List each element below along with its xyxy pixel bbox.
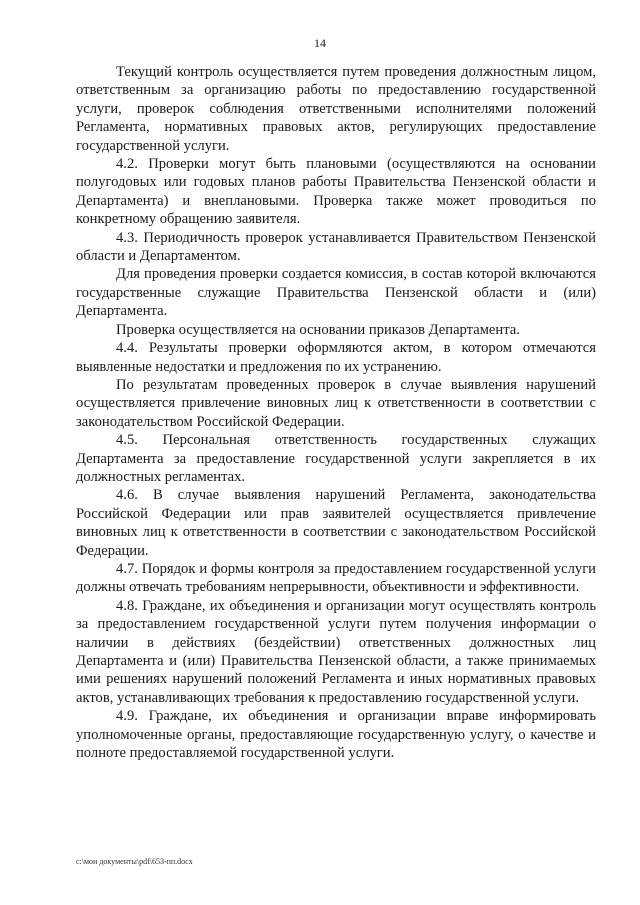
paragraph-4-2: 4.2. Проверки могут быть плановыми (осуществляются на основании полугодовых или годовых планов работы Правительства Пензенской области и Департамента) и внеплановыми. Проверка также может проводиться по конкретному обращению заявителя. bbox=[76, 156, 596, 228]
paragraph-4-4: 4.4. Результаты проверки оформляются актом, в котором отмечаются выявленные недостатки и предложения по их устранению. bbox=[76, 340, 596, 375]
page-number: 14 bbox=[314, 36, 326, 50]
paragraph-4-8: 4.8. Граждане, их объединения и организации могут осуществлять контроль за предоставлением государственной услуги путем получения информации о наличии в действиях (бездействии) ответственных должностных лиц Департамента и (или) Правительства Пензенской области, а также принимаемых ими решениях нарушений положений Регламента и иных нормативных правовых актов, устанавливающих требования к предоставлению государственной услуги. bbox=[76, 597, 596, 706]
paragraph-orders: Проверка осуществляется на основании приказов Департамента. bbox=[116, 321, 520, 338]
paragraph-4-3: 4.3. Периодичность проверок устанавливается Правительством Пензенской области и Департаментом. bbox=[76, 229, 596, 265]
paragraph-4-7: 4.7. Порядок и формы контроля за предоставлением государственной услуги должны отвечать требованиям непрерывности, объективности и эффективности. bbox=[76, 560, 596, 596]
paragraph-current-control: Текущий контроль осуществляется путем проведения должностным лицом, ответственным за организацию работы по предоставлению государственной услуги, проверок соблюдения ответственными исполнителями положений Регламента, нормативных правовых актов, регулирующих предоставление государственной услуги. bbox=[76, 64, 596, 154]
paragraph-commission: Для проведения проверки создается комиссия, в состав которой включаются государственные служащие Правительства Пензенской области и (или) Департамента. bbox=[76, 266, 596, 320]
paragraph-violations: По результатам проведенных проверок в случае выявления нарушений осуществляется привлечение виновных лиц к ответственности в соответствии с законодательством Российской Федерации. bbox=[76, 376, 596, 430]
paragraph-4-6: 4.6. В случае выявления нарушений Регламента, законодательства Российской Федерации или прав заявителей осуществляется привлечение виновных лиц к ответственности в соответствии с законодательством Российской Федерации. bbox=[76, 487, 596, 559]
paragraph-4-9: 4.9. Граждане, их объединения и организации вправе информировать уполномоченные органы, предоставляющие государственную услугу, о качестве и полноте предоставляемой государственной услуги. bbox=[76, 708, 596, 762]
footer-file-path: c:\мои документы\pdf\653-пп.docx bbox=[76, 857, 193, 866]
paragraph-4-5: 4.5. Персональная ответственность государственных служащих Департамента за предоставление государственной услуги закрепляется в их должностных регламентах. bbox=[76, 432, 596, 485]
document-body bbox=[76, 63, 596, 762]
